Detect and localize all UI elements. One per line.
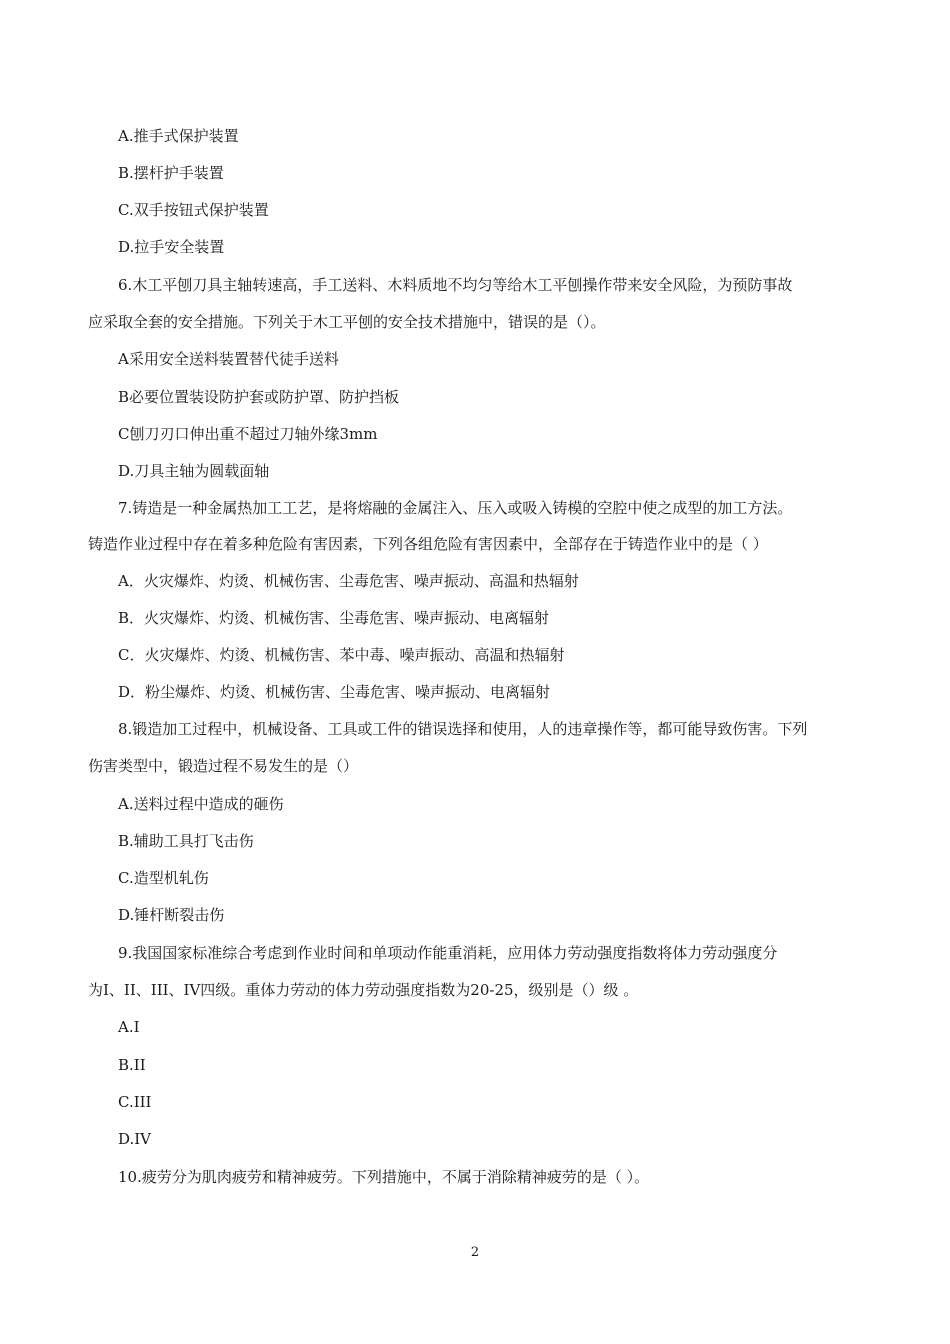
option-b-q7: B．火灾爆炸、灼烫、机械伤害、尘毒危害、噪声振动、电离辐射	[118, 609, 550, 627]
option-c-q9: C.III	[118, 1093, 152, 1111]
question-6: 6.木工平刨刀具主轴转速高，手工送料、木料质地不均匀等给木工平刨操作带来安全风险，为预防事故	[118, 276, 793, 294]
option-b-q8: B.辅助工具打飞击伤	[118, 832, 254, 850]
question-7: 7.铸造是一种金属热加工工艺，是将熔融的金属注入、压入或吸入铸模的空腔中使之成型的加工方法。	[118, 499, 793, 517]
option-b-q6: B必要位置装设防护套或防护罩、防护挡板	[118, 388, 400, 406]
option-c-q5: C.双手按钮式保护装置	[118, 201, 269, 219]
page-number: 2	[470, 1245, 480, 1260]
option-a-q8: A.送料过程中造成的砸伤	[118, 795, 284, 813]
option-a-q9: A.I	[118, 1018, 140, 1036]
question-7-continued: 铸造作业过程中存在着多种危险有害因素，下列各组危险有害因素中，全部存在于铸造作业中的是（ ）	[88, 535, 768, 553]
option-d-q9: D.IV	[118, 1130, 152, 1148]
option-b-q5: B.摆杆护手装置	[118, 164, 224, 182]
option-d-q6: D.刀具主轴为圆载面轴	[118, 462, 270, 480]
option-c-q8: C.造型机轧伤	[118, 869, 209, 887]
question-6-continued: 应采取全套的安全措施。下列关于木工平刨的安全技术措施中，错误的是（）。	[88, 313, 606, 331]
option-b-q9: B.II	[118, 1056, 146, 1074]
question-9-continued: 为I、II、III、IV四级。重体力劳动的体力劳动强度指数为20-25，级别是（）级 。	[88, 981, 639, 999]
question-8: 8.锻造加工过程中，机械设备、工具或工件的错误选择和使用，人的违章操作等，都可能导致伤害。下列	[118, 720, 808, 738]
option-d-q5: D.拉手安全装置	[118, 238, 225, 256]
option-a-q7: A．火灾爆炸、灼烫、机械伤害、尘毒危害、噪声振动、高温和热辐射	[118, 572, 579, 590]
option-d-q7: D．粉尘爆炸、灼烫、机械伤害、尘毒危害、噪声振动、电离辐射	[118, 683, 551, 701]
option-a-q5: A.推手式保护装置	[118, 127, 239, 145]
option-c-q7: C．火灾爆炸、灼烫、机械伤害、苯中毒、噪声振动、高温和热辐射	[118, 646, 565, 664]
question-9: 9.我国国家标准综合考虑到作业时间和单项动作能重消耗，应用体力劳动强度指数将体力劳动强度分	[118, 944, 778, 962]
option-c-q6: C刨刀刃口伸出重不超过刀轴外缘3mm	[118, 425, 378, 443]
question-8-continued: 伤害类型中，锻造过程不易发生的是（）	[88, 757, 359, 775]
question-10: 10.疲劳分为肌肉疲劳和精神疲劳。下列措施中，不属于消除精神疲劳的是（ ）。	[118, 1168, 650, 1186]
option-d-q8: D.锤杆断裂击伤	[118, 906, 225, 924]
option-a-q6: A采用安全送料装置替代徒手送料	[118, 350, 339, 368]
